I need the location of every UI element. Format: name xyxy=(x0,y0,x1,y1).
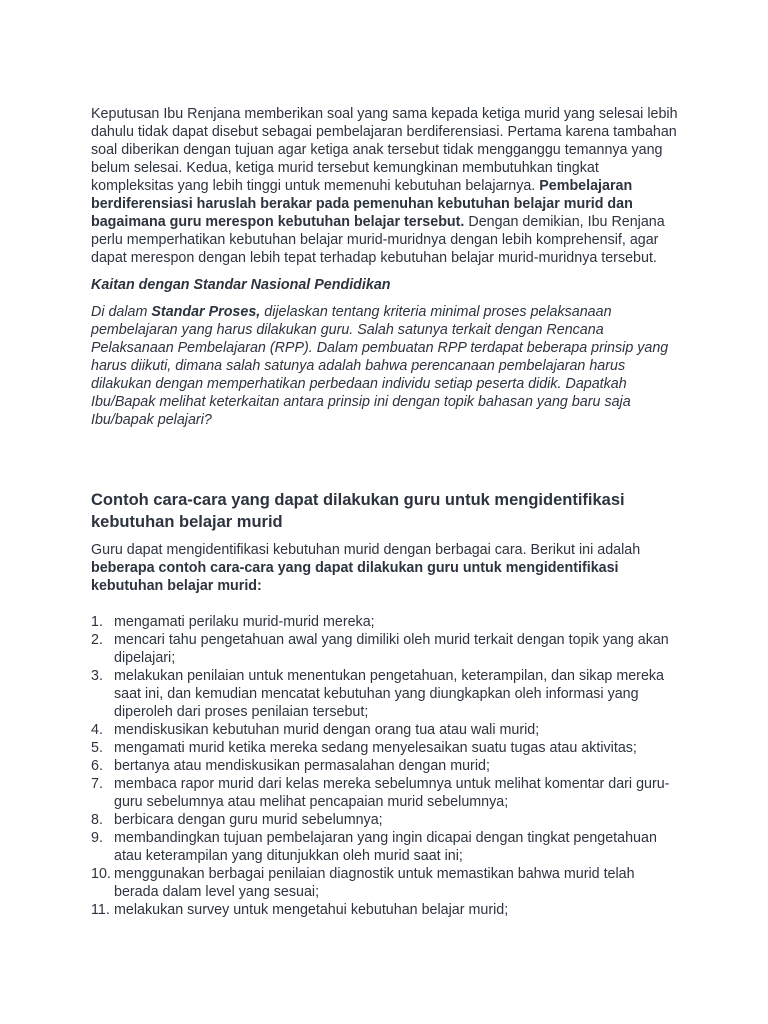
list-item xyxy=(91,757,681,775)
document-page xyxy=(91,105,681,918)
intro-text-end: Dengan demikian, Ibu Renjana perlu memperhatikan kebutuhan belajar murid-muridnya dengan lebih komprehensif, agar dapat merespon dengan lebih tepat terhadap kebutuhan belajar murid-muridnya tersebut. xyxy=(91,214,665,266)
list-item-text: mengamati perilaku murid-murid mereka; xyxy=(114,614,375,630)
section-heading: Contoh cara-cara yang dapat dilakukan guru untuk mengidentifikasi kebutuhan belajar murid xyxy=(91,491,625,531)
list-item xyxy=(91,811,681,829)
intro-paragraph xyxy=(91,105,681,267)
list-item-text: melakukan survey untuk mengetahui kebutuhan belajar murid; xyxy=(114,902,509,918)
list-item-number: 6. xyxy=(91,758,103,774)
list-item-number: 8. xyxy=(91,812,103,828)
list-item xyxy=(91,865,681,901)
section-subtitle: Kaitan dengan Standar Nasional Pendidikan xyxy=(91,277,391,293)
list-item-number: 4. xyxy=(91,722,103,738)
intro-bold-text: Pembelajaran berdiferensiasi haruslah berakar pada pemenuhan kebutuhan belajar murid dan bagaimana guru merespon kebutuhan belajar tersebut. xyxy=(91,178,633,230)
list-item-number: 5. xyxy=(91,740,103,756)
list-item xyxy=(91,721,681,739)
list-item-number: 7. xyxy=(91,776,103,792)
identification-methods-list xyxy=(91,613,681,919)
list-item xyxy=(91,739,681,757)
list-item-number: 10. xyxy=(91,866,111,882)
list-item-number: 2. xyxy=(91,632,103,648)
list-item-text: melakukan penilaian untuk menentukan pengetahuan, keterampilan, dan sikap mereka saat ini, dan kemudian mencatat kebutuhan yang diungkapkan oleh informasi yang diperoleh dari proses penilaian tersebut; xyxy=(114,668,664,720)
list-item xyxy=(91,631,681,667)
list-item-text: mencari tahu pengetahuan awal yang dimiliki oleh murid terkait dengan topik yang akan dipelajari; xyxy=(114,632,669,666)
list-item xyxy=(91,775,681,811)
standar-text-start: Di dalam xyxy=(91,304,152,320)
list-item xyxy=(91,613,681,631)
list-item-number: 3. xyxy=(91,668,103,684)
lead-paragraph xyxy=(91,541,681,595)
list-item xyxy=(91,901,681,919)
list-item-number: 1. xyxy=(91,614,103,630)
list-item-number: 9. xyxy=(91,830,103,846)
standar-bold-text: Standar Proses, xyxy=(151,304,261,320)
lead-bold-text: beberapa contoh cara-cara yang dapat dilakukan guru untuk mengidentifikasi kebutuhan belajar murid: xyxy=(91,560,619,594)
list-item-text: mendiskusikan kebutuhan murid dengan orang tua atau wali murid; xyxy=(114,722,540,738)
standar-text-end: dijelaskan tentang kriteria minimal proses pelaksanaan pembelajaran yang harus dilakukan guru. Salah satunya terkait dengan Rencana Pelaksanaan Pembelajaran (RPP). Dalam pembuatan RPP terdapat beberapa prinsip yang harus diikuti, dimana salah satunya adalah bahwa perencanaan pembelajaran harus dilakukan dengan memperhatikan perbedaan individu setiap peserta didik. Dapatkah Ibu/Bapak melihat keterkaitan antara prinsip ini dengan topik bahasan yang baru saja Ibu/bapak pelajari? xyxy=(91,304,669,428)
list-item-text: berbicara dengan guru murid sebelumnya; xyxy=(114,812,383,828)
list-item xyxy=(91,829,681,865)
standar-proses-paragraph xyxy=(91,303,681,429)
list-item-text: membandingkan tujuan pembelajaran yang ingin dicapai dengan tingkat pengetahuan atau keterampilan yang ditunjukkan oleh murid saat ini; xyxy=(114,830,657,864)
list-item-text: menggunakan berbagai penilaian diagnostik untuk memastikan bahwa murid telah berada dalam level yang sesuai; xyxy=(114,866,635,900)
list-item-text: membaca rapor murid dari kelas mereka sebelumnya untuk melihat komentar dari guru-guru sebelumnya atau melihat pencapaian murid sebelumnya; xyxy=(114,776,670,810)
list-item-number: 11. xyxy=(91,902,110,918)
list-item xyxy=(91,667,681,721)
intro-text-start: Keputusan Ibu Renjana memberikan soal yang sama kepada ketiga murid yang selesai lebih dahulu tidak dapat disebut sebagai pembelajaran berdiferensiasi. Pertama karena tambahan soal diberikan dengan tujuan agar ketiga anak tersebut tidak mengganggu temannya yang belum selesai. Kedua, ketiga murid tersebut kemungkinan membutuhkan tingkat kompleksitas yang lebih tinggi untuk memenuhi kebutuhan belajarnya. xyxy=(91,106,678,194)
lead-text-start: Guru dapat mengidentifikasi kebutuhan murid dengan berbagai cara. Berikut ini adalah xyxy=(91,542,641,558)
list-item-text: bertanya atau mendiskusikan permasalahan dengan murid; xyxy=(114,758,490,774)
list-item-text: mengamati murid ketika mereka sedang menyelesaikan suatu tugas atau aktivitas; xyxy=(114,740,637,756)
